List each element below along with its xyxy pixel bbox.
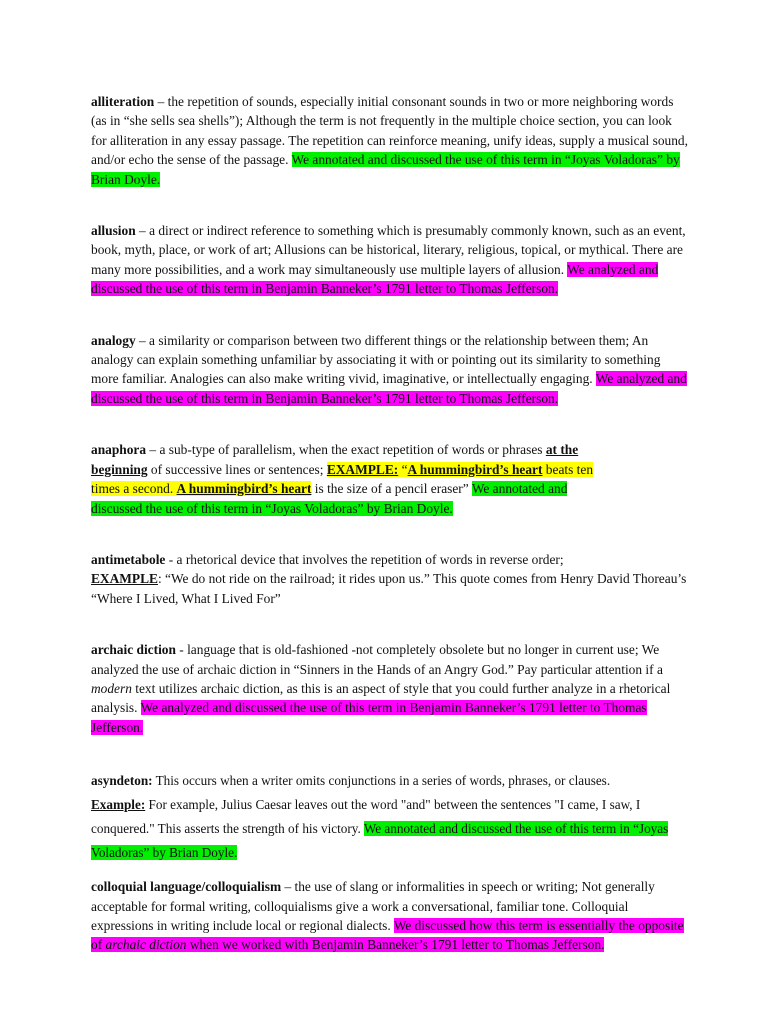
entry-analogy [91,331,688,409]
emphasis-at-the-beginning: at the beginning [91,442,579,477]
phrase-hummingbird-1: A hummingbird’s heart [407,461,543,477]
quote-open: “ [398,461,408,477]
note-asyndeton: We annotated and discussed the use of this term in “Joyas Voladoras” by Brian Doyle. [91,821,669,861]
definition-anaphora: – a sub-type of parallelism, when the exact repetition of words or phrases [146,442,546,458]
definition-archaic-diction-cont: text utilizes archaic diction, as this is an aspect of style that you could further analyze in a rhetorical analysis. [91,680,671,716]
definition-asyndeton: This occurs when a writer omits conjunctions in a series of words, phrases, or clauses. [152,773,611,789]
example-label-antimetabole: EXAMPLE [91,571,158,587]
quote-mid: beats ten times a second. [91,461,594,497]
note-anaphora: We annotated and discussed the use of this term in “Joyas Voladoras” by Brian Doyle. [91,481,568,516]
term-antimetabole: antimetabole [91,551,166,567]
entry-archaic-diction [91,640,688,737]
definition-allusion: – a direct or indirect reference to something which is presumably commonly known, such as an event, book, myth, place, or work of art; Allusions can be historical, literary, religious, topical, or mythical. There are many more possibilities, and a work may simultaneously use multiple layers of allusion. [91,223,686,277]
note-colloquialism-a: We discussed how this term is essentially the opposite of [91,917,684,953]
entry-antimetabole [91,550,688,608]
term-anaphora: anaphora [91,442,147,458]
entry-alliteration [91,92,688,189]
definition-anaphora-cont: of successive lines or sentences; [147,461,327,477]
term-allusion: allusion [91,223,136,239]
example-label-asyndeton: Example: [91,797,146,813]
entry-allusion [91,221,688,299]
emphasis-modern: modern [91,680,132,696]
definition-archaic-diction: - language that is old-fashioned -not completely obsolete but no longer in current use; We analyzed the use of archaic diction in “Sinners in the Hands of an Angry God.” Pay particular attention if a [91,642,663,677]
phrase-hummingbird-2: A hummingbird’s heart [176,481,312,497]
emphasis-archaic-diction: archaic diction [105,937,187,953]
example-label-anaphora: EXAMPLE: [326,461,399,477]
example-asyndeton: For example, Julius Caesar leaves out the word "and" between the sentences "I came, I saw, I conquered." This asserts the strength of his victory. [91,797,641,837]
entry-colloquialism [91,877,688,955]
definition-alliteration: – the repetition of sounds, especially initial consonant sounds in two or more neighboring words (as in “she sells sea shells”); Although the term is not frequently in the multiple choice section, you can look for alliteration in any essay passage. The repetition can reinforce meaning, unify ideas, supply a musical sound, and/or echo the sense of the passage. [91,94,688,168]
example-antimetabole: : “We do not ride on the railroad; it rides upon us.” This quote comes from Henry David Thoreau’s “Where I Lived, What I Lived For” [91,571,687,606]
note-analogy: We analyzed and discussed the use of this term in Benjamin Banneker’s 1791 letter to Thomas Jefferson. [91,371,687,406]
entry-anaphora [91,440,611,518]
entry-asyndeton [91,769,688,865]
definition-colloquialism: – the use of slang or informalities in speech or writing; Not generally acceptable for formal writing, colloquialisms give a work a conversational, familiar tone. Colloquial expressions in writing include local or regional dialects. [91,879,655,933]
quote-end: is the size of a pencil eraser” [311,481,472,497]
term-archaic-diction: archaic diction [91,642,176,658]
term-colloquialism: colloquial language/colloquialism [91,879,282,895]
term-asyndeton: asyndeton: [91,773,153,789]
term-alliteration: alliteration [91,94,155,109]
definition-antimetabole: - a rhetorical device that involves the repetition of words in reverse order; [165,551,564,567]
note-archaic-diction: We analyzed and discussed the use of this term in Benjamin Banneker’s 1791 letter to Thomas Jefferson. [91,700,647,735]
note-alliteration: We annotated and discussed the use of this term in “Joyas Voladoras” by Brian Doyle. [91,152,680,187]
definition-analogy: – a similarity or comparison between two different things or the relationship between them; An analogy can explain something unfamiliar by associating it with or pointing out its similarity to something more familiar. Analogies can also make writing vivid, imaginative, or intellectually engaging. [91,332,661,387]
term-analogy: analogy [91,332,136,348]
note-allusion: We analyzed and discussed the use of this term in Benjamin Banneker’s 1791 letter to Thomas Jefferson. [91,261,659,297]
note-colloquialism-b: when we worked with Benjamin Banneker’s 1791 letter to Thomas Jefferson. [186,937,605,953]
